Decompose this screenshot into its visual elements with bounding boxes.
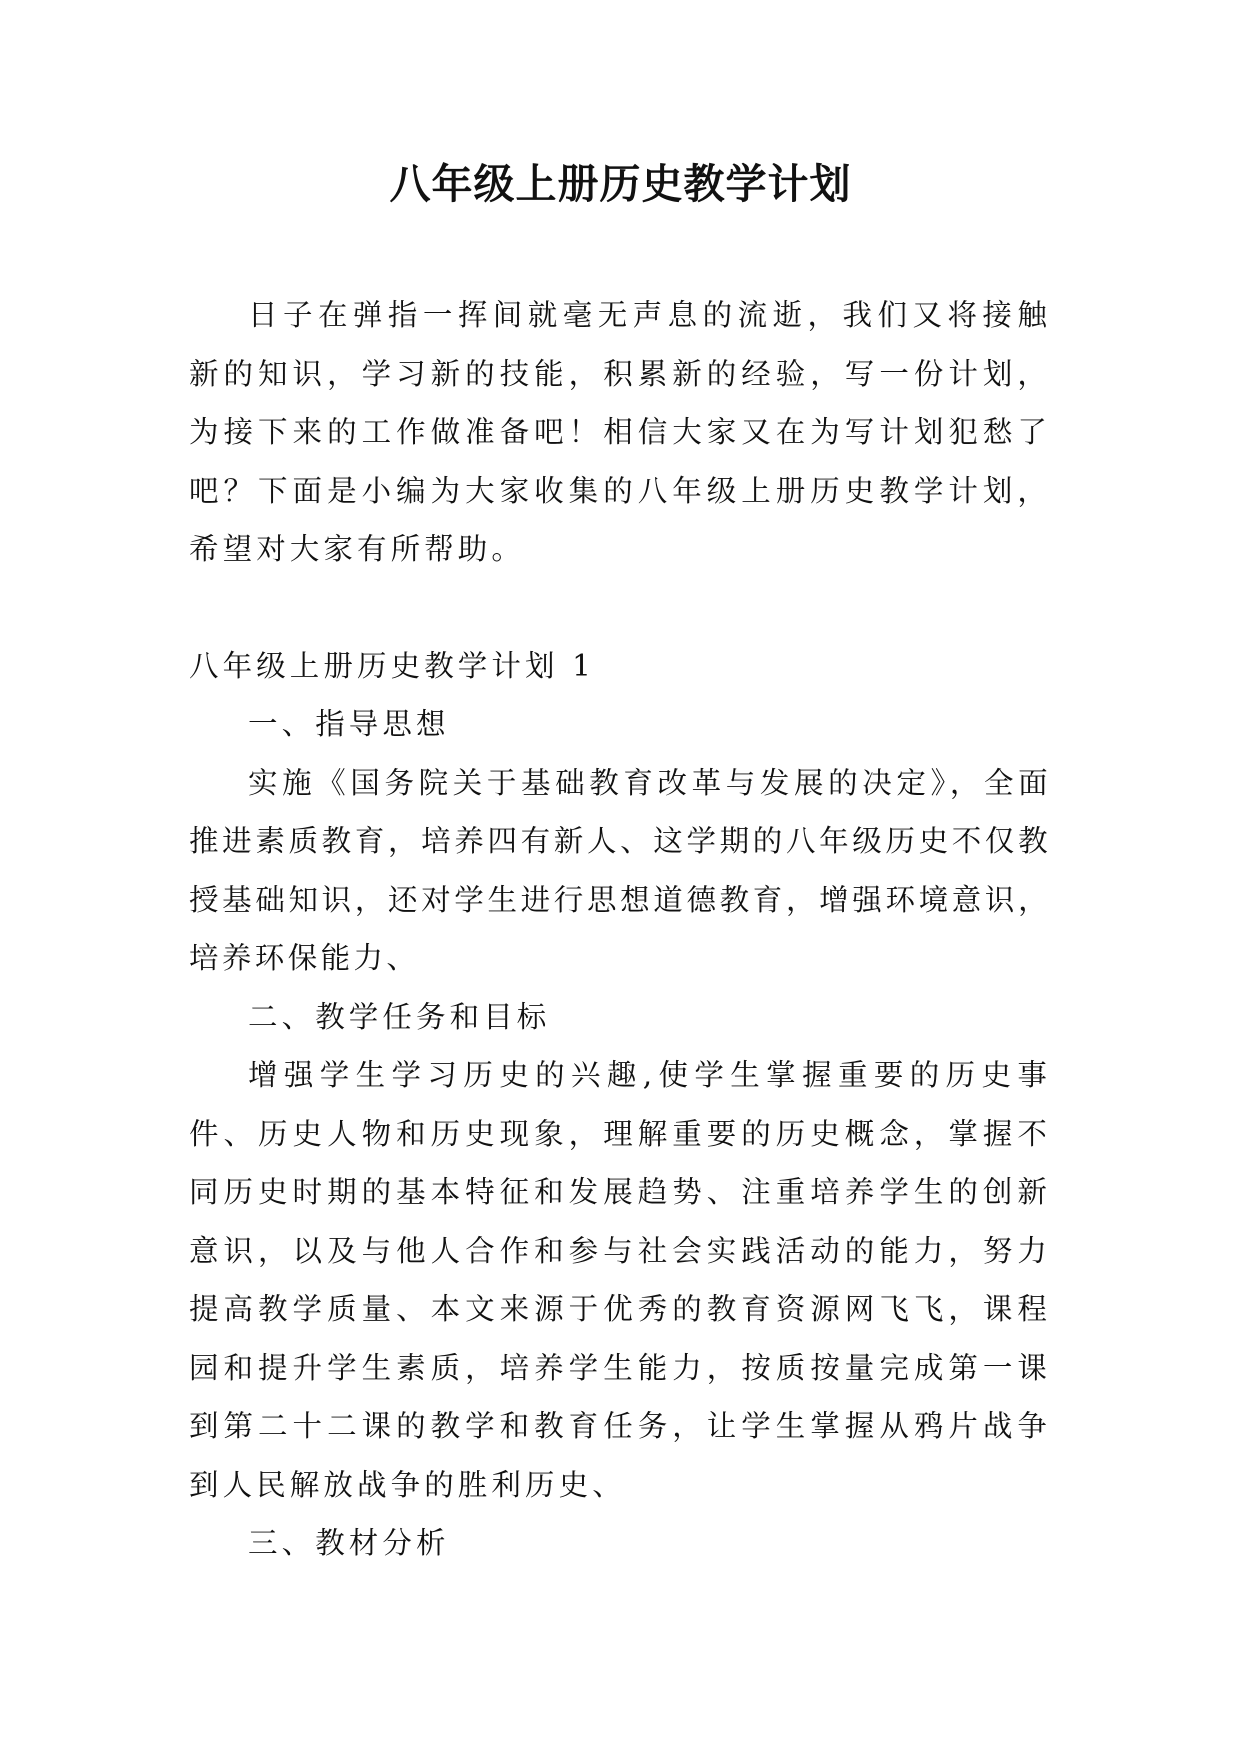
document-body	[189, 286, 1051, 1573]
paragraph-tasks-and-goals: 增强学生学习历史的兴趣,使学生掌握重要的历史事件、历史人物和历史现象，理解重要的历史概念，掌握不同历史时期的基本特征和发展趋势、注重培养学生的创新意识，以及与他人合作和参与社会实践活动的能力，努力提高教学质量、本文来源于优秀的教育资源网飞飞，课程园和提升学生素质，培养学生能力，按质按量完成第一课到第二十二课的教学和教育任务，让学生掌握从鸦片战争到人民解放战争的胜利历史、	[189, 1058, 1051, 1502]
document-title: 八年级上册历史教学计划	[389, 160, 852, 208]
heading-textbook-analysis: 三、教材分析	[248, 1526, 450, 1560]
section-title: 八年级上册历史教学计划 1	[189, 648, 595, 683]
heading-tasks-and-goals: 二、教学任务和目标	[248, 999, 551, 1034]
intro-paragraph: 日子在弹指一挥间就毫无声息的流逝，我们又将接触新的知识，学习新的技能，积累新的经验，写一份计划，为接下来的工作做准备吧！相信大家又在为写计划犯愁了吧？下面是小编为大家收集的八年级上册历史教学计划，希望对大家有所帮助。	[189, 298, 1051, 566]
paragraph-guiding-ideology: 实施《国务院关于基础教育改革与发展的决定》，全面推进素质教育，培养四有新人、这学期的八年级历史不仅教授基础知识，还对学生进行思想道德教育，增强环境意识，培养环保能力、	[189, 765, 1051, 975]
heading-guiding-ideology: 一、指导思想	[248, 707, 450, 741]
